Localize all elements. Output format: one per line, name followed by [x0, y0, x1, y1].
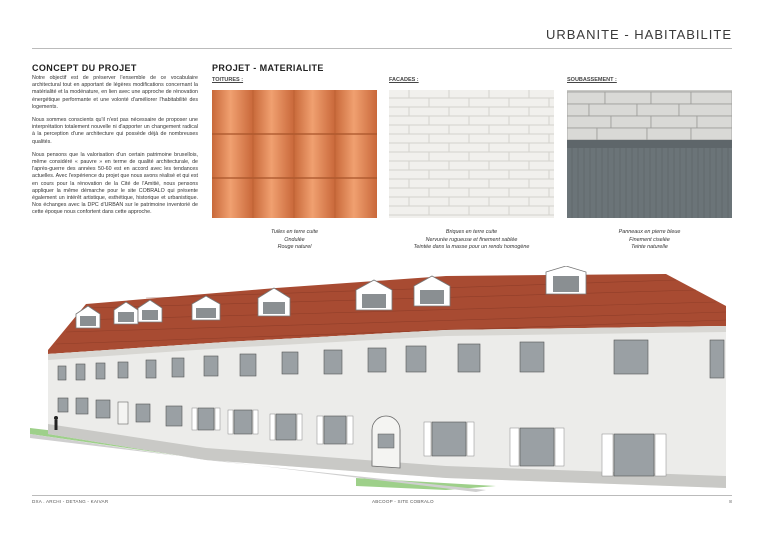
roof-tile-image [212, 90, 377, 218]
material-caption: Briques en terre cuite Nervurée rugueuse et finement sablée Teintée dans la masse pour un rendu homogène [413, 229, 530, 250]
footer-left: DXA . ARCHI - DETANG - KAIVAR [32, 499, 109, 504]
building-rendering [26, 266, 738, 494]
materials-title: PROJET - MATERIALITE [212, 63, 324, 73]
brick-image [389, 90, 554, 218]
material-roofing [212, 77, 377, 252]
header-divider [32, 48, 732, 49]
material-caption: Tuiles en terre cuite Ondulée Rouge naturel [271, 229, 318, 250]
material-base [567, 77, 732, 252]
footer-divider [32, 495, 732, 496]
material-label: SOUBASSEMENT : [567, 77, 617, 83]
material-facade [389, 77, 554, 252]
bluestone-image [567, 90, 732, 218]
concept-text [32, 75, 198, 223]
footer-center: ABCOOP - SITE COBRALO [372, 499, 434, 504]
concept-paragraph: Nous pensons que la valorisation d'un certain patrimoine bruxellois, même considéré « pauvre » en terme de qualité architecturale, de l'après-guerre des années 50-60 est en accord avec les tendances actuelles. Avec l'expérience du projet que nous avons réalisé et qui est en cours pour la rénovation de la Cité de l'Amitié, nous pensons appliquer la même démarche pour le site COBRALO qui présente également un intérêt artistique, esthétique, historique et urbanistique. Nos échanges avec la DPC d'URBAN sur le patrimoine inventorié de cette époque nous confortent dans cette approche. [32, 151, 198, 216]
material-label: TOITURES : [212, 77, 244, 83]
concept-paragraph: Notre objectif est de préserver l'ensemble de ce vocabulaire architectural tout en apportant de légères modifications concernant la matérialité et la modénature, en lien avec une approche de rénovation énergétique performante et une volonté d'améliorer l'habitabilité des logements. [32, 75, 198, 110]
material-caption: Panneaux en pierre bleue Finement ciselée Teinte naturelle [618, 229, 681, 250]
page-title: URBANITE - HABITABILITE [545, 27, 732, 42]
concept-paragraph: Nous sommes conscients qu'il n'est pas nécessaire de proposer une interprétation totalement nouvelle ni d'apporter un changement radical à la perception d'une architecture qui possède déjà de nombreuses qualités. [32, 117, 198, 145]
concept-title: CONCEPT DU PROJET [32, 63, 137, 73]
page-number: 8 [729, 499, 732, 504]
material-label: FACADES : [389, 77, 419, 83]
